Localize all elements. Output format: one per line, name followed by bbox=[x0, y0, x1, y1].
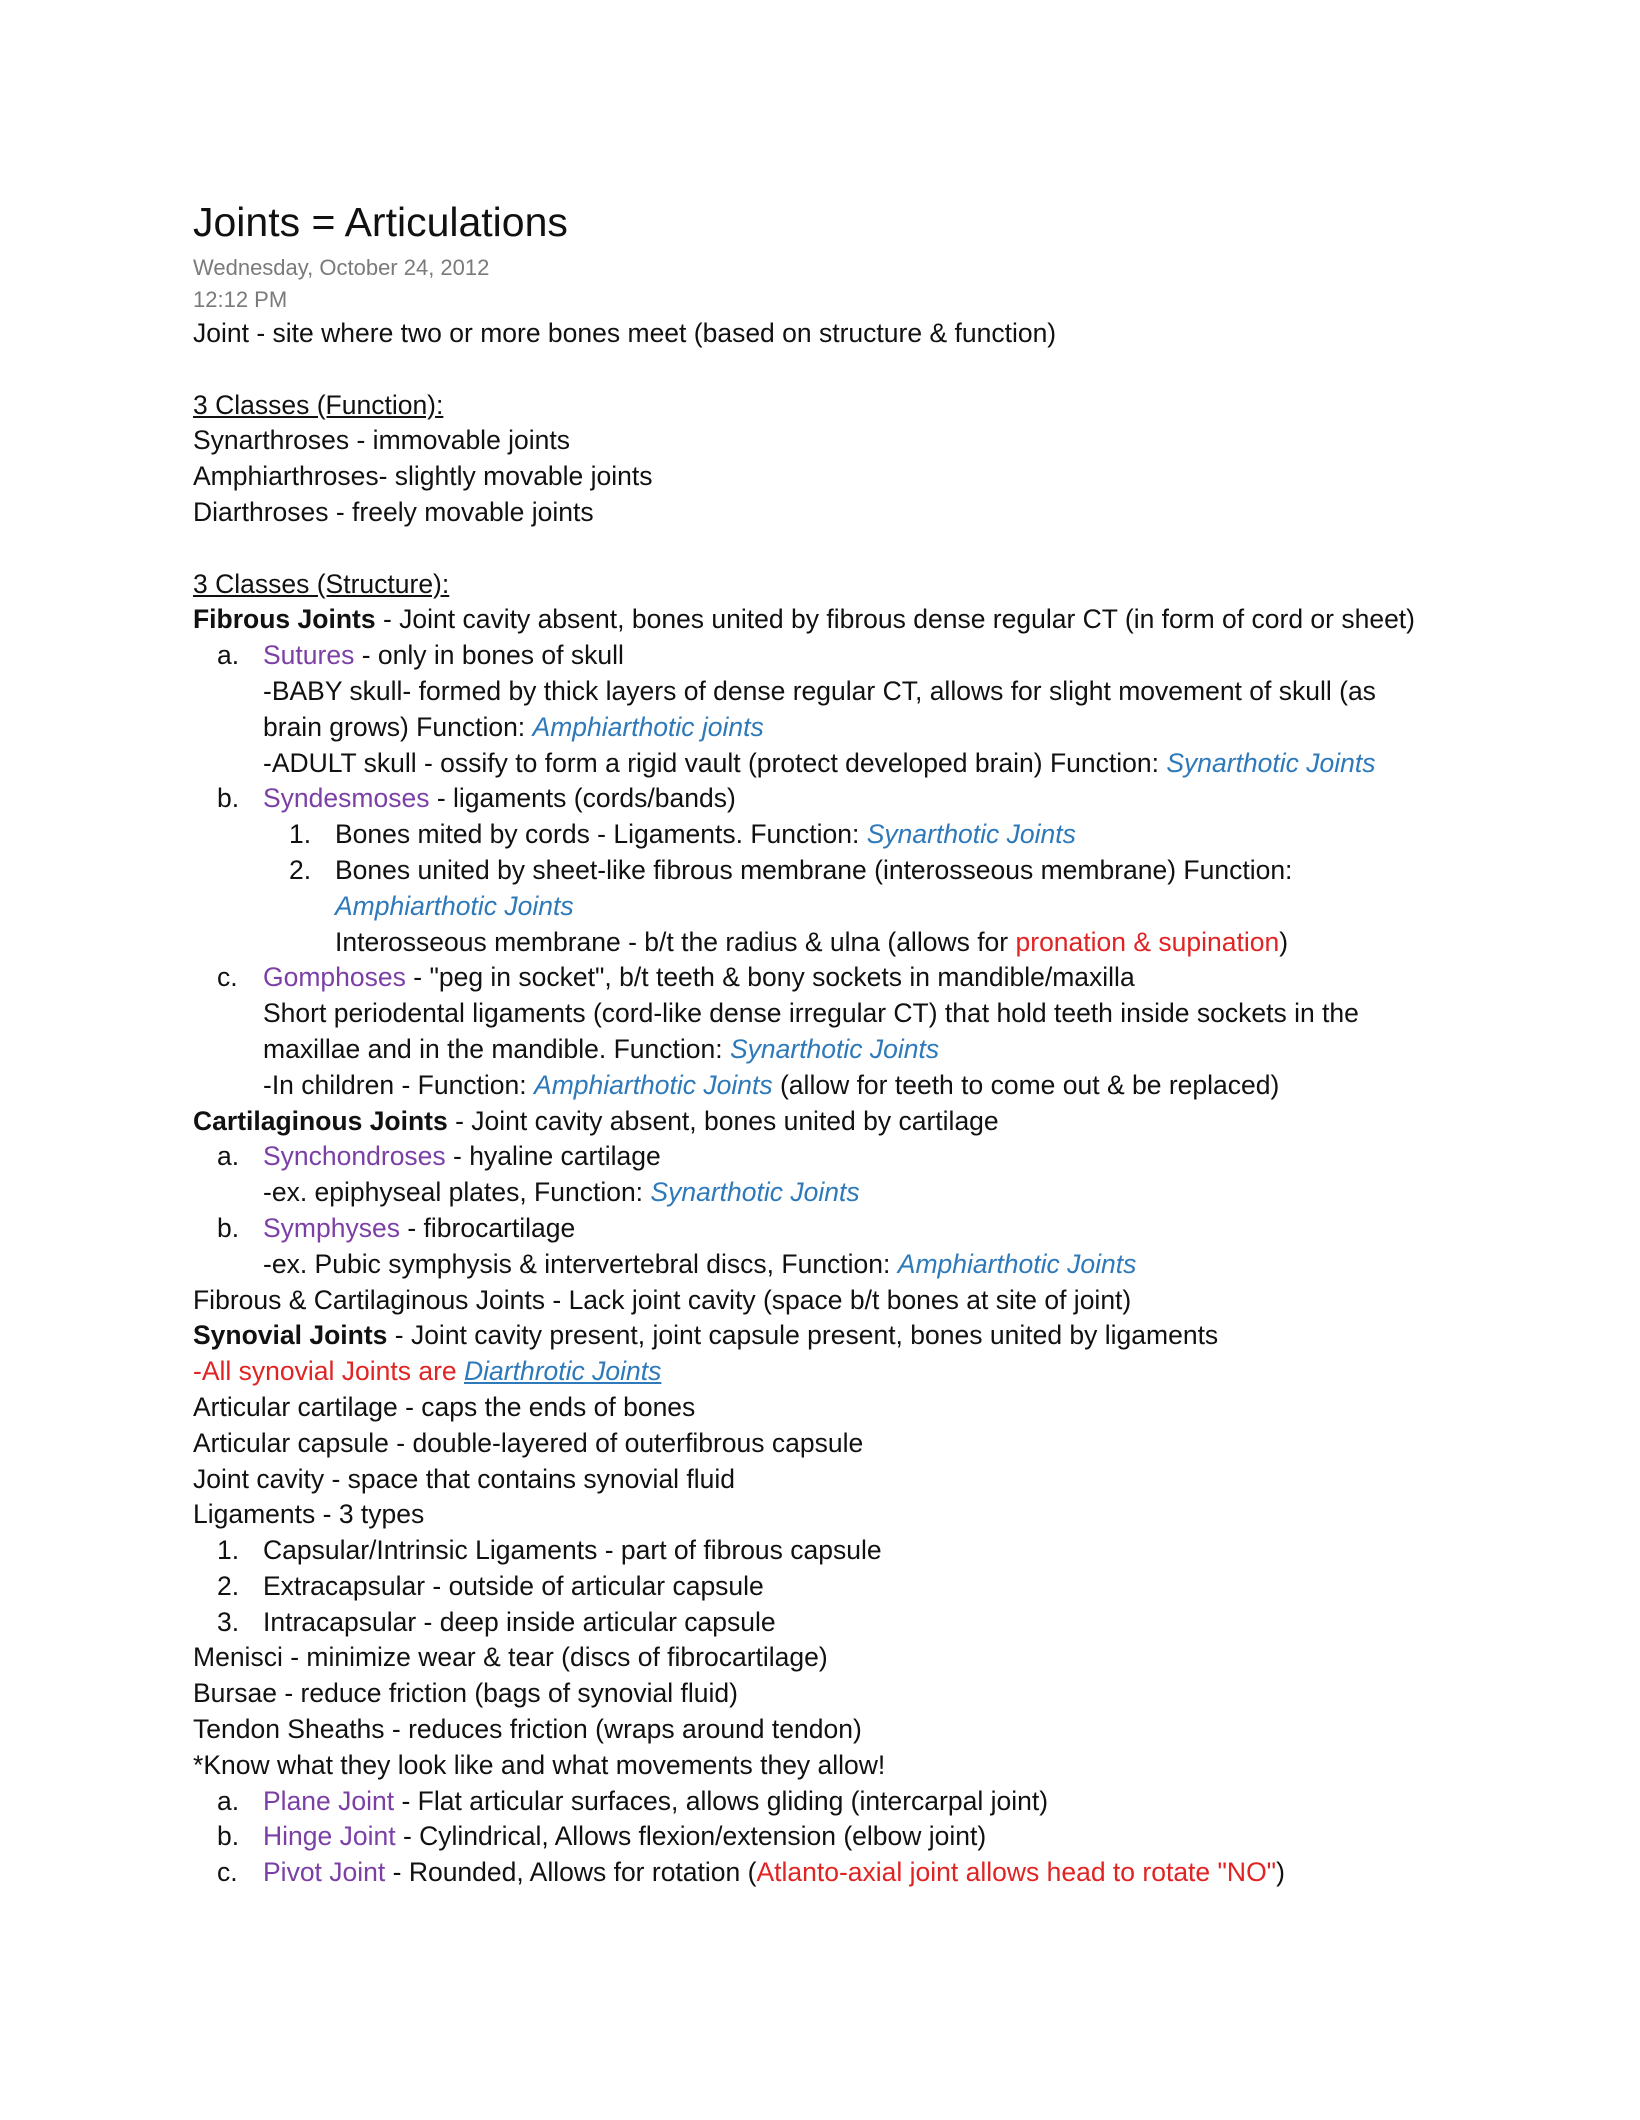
term-desc: - only in bones of skull bbox=[354, 640, 624, 671]
term-desc: - ligaments (cords/bands) bbox=[429, 783, 736, 814]
function-label: Synarthotic Joints bbox=[866, 819, 1076, 850]
note-text: -ADULT skull - ossify to form a rigid vault (protect developed brain) Function: bbox=[263, 747, 1167, 778]
list-item bbox=[193, 1819, 1453, 1855]
function-label: Amphiarthotic Joints bbox=[335, 890, 574, 921]
note-line bbox=[193, 1032, 1453, 1068]
highlight-red: -All synovial Joints are bbox=[193, 1356, 464, 1387]
note-text: -In children - Function: bbox=[263, 1069, 535, 1100]
note-line: Articular capsule - double-layered of outerfibrous capsule bbox=[193, 1427, 864, 1458]
term-syndesmoses: Syndesmoses bbox=[263, 783, 430, 814]
intro-line: Joint - site where two or more bones meet (based on structure & function) bbox=[193, 318, 1057, 348]
function-label: Amphiarthotic joints bbox=[532, 711, 764, 742]
note-text: maxillae and in the mandible. Function: bbox=[263, 1033, 730, 1064]
list-marker: b. bbox=[217, 1821, 240, 1852]
note-line: Articular cartilage - caps the ends of bones bbox=[193, 1391, 696, 1422]
note-text: Bones mited by cords - Ligaments. Function: bbox=[335, 819, 867, 850]
function-item: Synarthroses - immovable joints bbox=[193, 425, 571, 456]
list-item bbox=[193, 1569, 1453, 1605]
function-item: Diarthroses - freely movable joints bbox=[193, 496, 594, 527]
term-synchondroses: Synchondroses bbox=[263, 1141, 446, 1172]
function-label: Amphiarthotic Joints bbox=[897, 1248, 1137, 1279]
note-line: Ligaments - 3 types bbox=[193, 1499, 425, 1530]
note-text: -ex. epiphyseal plates, Function: bbox=[263, 1177, 651, 1208]
note-line bbox=[193, 925, 1453, 961]
diarthrotic-link[interactable]: Diarthrotic Joints bbox=[464, 1356, 662, 1387]
note-line: Bursae - reduce friction (bags of synovial fluid) bbox=[193, 1678, 738, 1709]
term-desc: - fibrocartilage bbox=[399, 1212, 576, 1243]
list-marker: 1. bbox=[217, 1535, 240, 1566]
synovial-heading-line bbox=[193, 1318, 1453, 1354]
function-label: Synarthotic Joints bbox=[650, 1177, 860, 1208]
cartilaginous-title: Cartilaginous Joints bbox=[193, 1105, 448, 1136]
list-item bbox=[193, 638, 1453, 674]
fibrous-heading-line bbox=[193, 602, 1453, 638]
note-text: ) bbox=[1276, 1857, 1285, 1888]
list-marker: c. bbox=[217, 1857, 238, 1888]
note-line bbox=[193, 1354, 1453, 1390]
function-label: Amphiarthotic Joints bbox=[534, 1069, 773, 1100]
note-line: *Know what they look like and what movements they allow! bbox=[193, 1749, 886, 1780]
list-marker: 1. bbox=[289, 819, 312, 850]
fibrous-desc: - Joint cavity absent, bones united by fibrous dense regular CT (in form of cord or sheet) bbox=[375, 604, 1415, 635]
note-text: brain grows) Function: bbox=[263, 711, 533, 742]
note-text: Bones united by sheet-like fibrous membrane (interosseous membrane) Function: bbox=[335, 854, 1293, 885]
term-gomphoses: Gomphoses bbox=[263, 962, 406, 993]
synovial-desc: - Joint cavity present, joint capsule present, bones united by ligaments bbox=[387, 1320, 1219, 1351]
list-item bbox=[193, 1605, 1453, 1641]
term-hinge-joint: Hinge Joint bbox=[263, 1821, 396, 1852]
term-desc: - hyaline cartilage bbox=[445, 1141, 661, 1172]
list-marker: b. bbox=[217, 783, 240, 814]
term-pivot-joint: Pivot Joint bbox=[263, 1857, 386, 1888]
note-text: Interosseous membrane - b/t the radius & ulna (allows for bbox=[335, 926, 1016, 957]
note-time: 12:12 PM bbox=[193, 287, 288, 312]
note-line: Joint cavity - space that contains synovial fluid bbox=[193, 1463, 736, 1494]
highlight-red: Atlanto-axial joint allows head to rotate "NO" bbox=[756, 1857, 1277, 1888]
term-desc: - Flat articular surfaces, allows gliding (intercarpal joint) bbox=[394, 1785, 1049, 1816]
note-line bbox=[193, 1068, 1453, 1104]
list-item bbox=[193, 1533, 1453, 1569]
list-marker: a. bbox=[217, 1785, 240, 1816]
note-line: -BABY skull- formed by thick layers of dense regular CT, allows for slight movement of skull (as bbox=[263, 675, 1376, 706]
fibrous-title: Fibrous Joints bbox=[193, 604, 376, 635]
list-item bbox=[193, 781, 1453, 817]
list-item bbox=[193, 1139, 1453, 1175]
list-item bbox=[193, 817, 1453, 853]
term-desc: - "peg in socket", b/t teeth & bony sockets in mandible/maxilla bbox=[405, 962, 1135, 993]
cartilaginous-heading-line bbox=[193, 1104, 1453, 1140]
term-desc: - Rounded, Allows for rotation ( bbox=[385, 1857, 757, 1888]
term-sutures: Sutures bbox=[263, 640, 355, 671]
note-line: Menisci - minimize wear & tear (discs of fibrocartilage) bbox=[193, 1642, 828, 1673]
list-marker: a. bbox=[217, 640, 240, 671]
list-marker: 2. bbox=[217, 1570, 240, 1601]
term-desc: - Cylindrical, Allows flexion/extension (elbow joint) bbox=[395, 1821, 987, 1852]
synovial-title: Synovial Joints bbox=[193, 1320, 388, 1351]
term-symphyses: Symphyses bbox=[263, 1212, 400, 1243]
note-line: Short periodental ligaments (cord-like dense irregular CT) that hold teeth inside sockets in the bbox=[263, 998, 1359, 1029]
function-item: Amphiarthroses- slightly movable joints bbox=[193, 461, 653, 492]
note-line bbox=[193, 710, 1453, 746]
function-label: Synarthotic Joints bbox=[729, 1033, 940, 1064]
highlight-red: pronation & supination bbox=[1015, 926, 1280, 957]
note-text: Capsular/Intrinsic Ligaments - part of fibrous capsule bbox=[263, 1535, 882, 1566]
list-marker: b. bbox=[217, 1212, 240, 1243]
list-item bbox=[193, 1784, 1453, 1820]
note-text: -ex. Pubic symphysis & intervertebral discs, Function: bbox=[263, 1248, 898, 1279]
note-date: Wednesday, October 24, 2012 bbox=[193, 255, 490, 280]
list-marker: c. bbox=[217, 962, 238, 993]
note-text: (allow for teeth to come out & be replaced) bbox=[772, 1069, 1280, 1100]
function-heading: 3 Classes (Function): bbox=[193, 389, 444, 420]
list-marker: 2. bbox=[289, 854, 312, 885]
list-item bbox=[193, 1211, 1453, 1247]
note-text: ) bbox=[1279, 926, 1289, 957]
note-line bbox=[193, 1247, 1453, 1283]
cartilaginous-desc: - Joint cavity absent, bones united by cartilage bbox=[447, 1105, 999, 1136]
list-item bbox=[193, 960, 1453, 996]
function-label: Synarthotic Joints bbox=[1166, 747, 1376, 778]
list-marker: 3. bbox=[217, 1606, 240, 1637]
note-text: Intracapsular - deep inside articular capsule bbox=[263, 1606, 776, 1637]
page-title: Joints = Articulations bbox=[193, 199, 568, 245]
note-line bbox=[193, 889, 1453, 925]
list-item bbox=[193, 1855, 1453, 1891]
structure-heading: 3 Classes (Structure): bbox=[193, 568, 450, 599]
list-marker: a. bbox=[217, 1141, 240, 1172]
note-line: Fibrous & Cartilaginous Joints - Lack joint cavity (space b/t bones at site of joint) bbox=[193, 1284, 1132, 1315]
note-line bbox=[193, 746, 1453, 782]
note-line: Tendon Sheaths - reduces friction (wraps around tendon) bbox=[193, 1714, 862, 1745]
list-item bbox=[193, 853, 1453, 889]
note-text: Extracapsular - outside of articular capsule bbox=[263, 1570, 764, 1601]
note-page bbox=[193, 192, 1453, 1891]
term-plane-joint: Plane Joint bbox=[263, 1785, 395, 1816]
note-line bbox=[193, 1175, 1453, 1211]
